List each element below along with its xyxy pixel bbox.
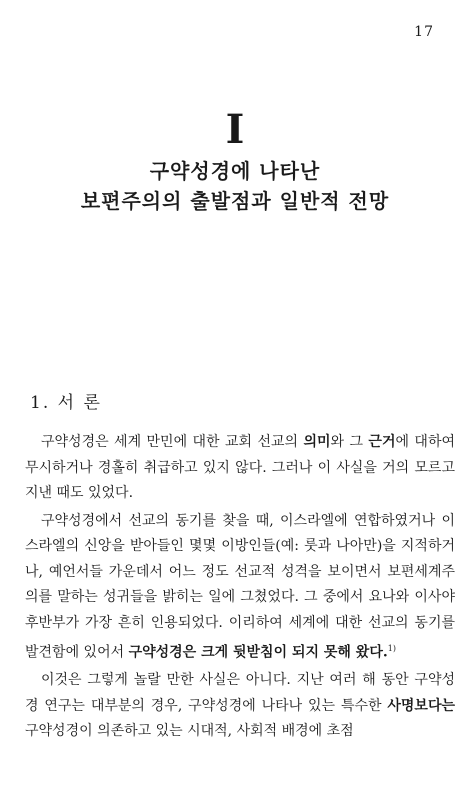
paragraph-1 [25,430,455,507]
chapter-title-line-2: 보편주의의 출발점과 일반적 전망 [80,189,390,213]
paragraph-1-emphasis-basis: 근거 [368,434,396,450]
body-text [25,430,455,747]
paragraph-1-text-2: 와 그 [330,434,369,450]
paragraph-1-emphasis-meaning: 의미 [303,434,331,450]
paragraph-3-text-2: 구약성경이 의존하고 있는 시대적, 사회적 배경에 초점 [25,723,354,740]
paragraph-3-emphasis: 사명보다는 [387,697,455,714]
paragraph-3-text: 이것은 그렇게 놀랄 만한 사실은 아니다. 지난 여러 해 동안 구약성경 연구는 대부분의 경우, 구약성경에 나타나 있는 특수한 [25,672,455,714]
footnote-marker[interactable]: 1) [387,644,396,653]
chapter-number: I [225,106,245,153]
paragraph-2-emphasis: 구약성경은 크게 뒷받침이 되지 못해 왔다. [128,644,388,661]
page-number: 17 [414,24,434,40]
paragraph-1-text-3: 에 대하여 무시하거나 경홀히 취급하고 있지 않다. 그러나 이 사실을 거의 모르고 지낸 때도 있었다. [25,434,456,501]
section-heading: 1. 서 론 [30,393,102,413]
paragraph-1-text: 구약성경은 세계 만민에 대한 교회 선교의 [41,434,304,450]
chapter-title-line-1: 구약성경에 나타난 [149,159,321,183]
paragraph-2 [25,509,455,667]
paragraph-3 [25,668,455,745]
paragraph-2-text: 구약성경에서 선교의 동기를 찾을 때, 이스라엘에 연합하였거나 이스라엘의 신앙을 받아들인 몇몇 이방인들(예: 룻과 나아만)을 지적하거나, 예언서들 가운데서 어느 정도 선교적 성격을 보이면서 보편세계주의를 말하는 성귀들을 밝히는 일에 그쳤었다. 그 중에서 요나와 이사야 후반부가 가장 흔히 인용되었다. 이리하여 세계에 대한 선교의 동기를 발견함에 있어서 [25,512,455,661]
